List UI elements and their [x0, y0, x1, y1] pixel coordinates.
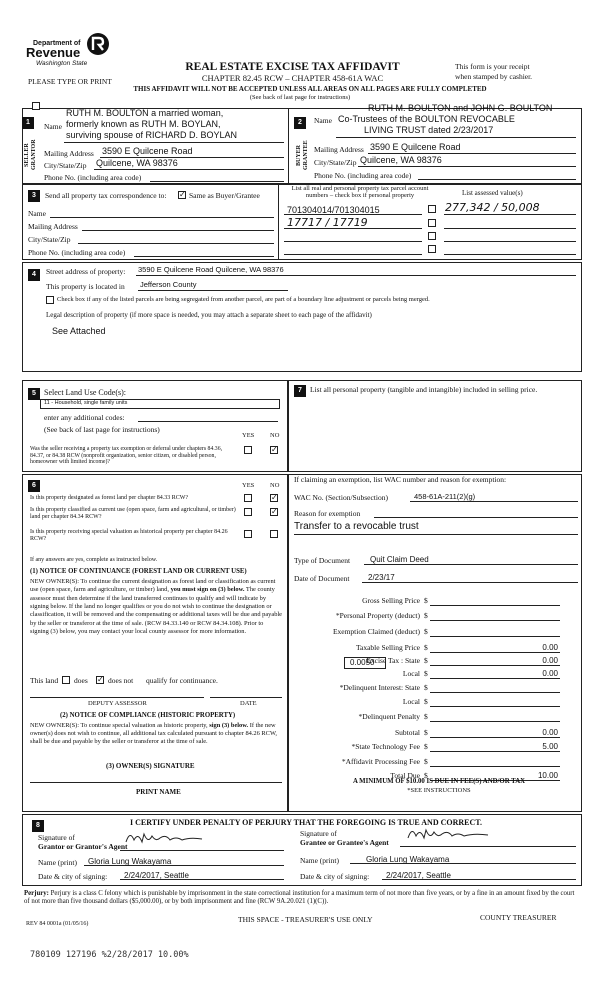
doc-type-value: Quit Claim Deed: [370, 555, 429, 564]
fee-label: Exemption Claimed (deduct): [332, 627, 420, 636]
form-chapter: CHAPTER 82.45 RCW – CHAPTER 458-61A WAC: [201, 73, 384, 83]
land-does-checkbox[interactable]: [62, 676, 70, 684]
county-treasurer: COUNTY TREASURER: [480, 913, 557, 922]
fee-value: 0.00: [542, 669, 558, 678]
grantor-sig-label-1: Signature of: [38, 833, 75, 842]
parcel-2-personal-checkbox[interactable]: [428, 219, 436, 227]
buyer-mailing: 3590 E Quilcene Road: [370, 142, 461, 152]
s6-question-1: Is this property designated as forest land per chapter 84.33 RCW?: [30, 495, 189, 501]
notice-2-text-a: NEW OWNER(S): To continue special valuation as historic property,: [30, 722, 208, 729]
buyer-city-label: City/State/Zip: [314, 158, 357, 167]
section-3-number: 3: [28, 190, 40, 202]
see-instructions-note: *SEE INSTRUCTIONS: [407, 787, 471, 794]
parcel-1-personal-checkbox[interactable]: [428, 205, 436, 213]
grantor-date-label: Date & city of signing:: [38, 872, 108, 881]
this-land-label: This land: [30, 676, 59, 685]
s3-city-label: City/State/Zip: [28, 235, 71, 244]
fee-dollar-sign: $: [424, 683, 428, 692]
section-5-number: 5: [28, 388, 40, 400]
assessed-value-1: 277,342 / 50,008: [445, 201, 540, 214]
seller-phone-label: Phone No. (including area code): [44, 173, 142, 182]
same-as-buyer-label: Same as Buyer/Grantee: [189, 191, 260, 200]
dept-line2: Revenue: [26, 45, 81, 60]
buyer-name-line1: RUTH M. BOULTON and JOHN G. BOULTON: [368, 103, 553, 113]
street-label: Street address of property:: [46, 267, 126, 276]
fee-dollar-sign: $: [424, 656, 428, 665]
s5-yes: YES: [242, 432, 255, 439]
fee-dollar-sign: $: [424, 742, 428, 751]
s5-no: NO: [270, 432, 280, 439]
buyer-city: Quilcene, WA 98376: [360, 155, 442, 165]
seller-name-line2: formerly known as RUTH M. BOYLAN,: [66, 119, 221, 129]
land-use-value: 11 - Household, single family units: [44, 400, 128, 406]
buyer-name-line2: Co-Trustees of the BOULTON REVOCABLE: [338, 114, 515, 124]
parcel-2: 17717 / 17719: [287, 216, 368, 229]
fee-label: Local: [402, 697, 420, 706]
s6-question-2: Is this property classified as current use (open space, farm and agricultural, or timber) land per chapter 84.34 RCW?: [30, 507, 236, 520]
notice-2-bold: sign (3) below.: [209, 722, 249, 729]
fee-value: 0.00: [542, 643, 558, 652]
grantor-date: 2/24/2017, Seattle: [124, 871, 189, 880]
fee-value-line: [430, 620, 560, 621]
fee-value-line: [430, 706, 560, 707]
notice-1-text-b: The county assessor must then determine if the land transferred continues to qualify and will indicate by signing below. If the land no longer qualifies or you do not wish to continue the designation or classification, it will be removed and the compensating or additional taxes will be due and payable by the seller or transferor at the time of sale. (RCW 84.33.140 or RCW 84.34.108). Prior to signing (3) below, you may contact your local county assessor for more information.: [30, 586, 282, 635]
fee-value-line: [430, 605, 560, 606]
buyer-name-line3: LIVING TRUST dated 2/23/2017: [364, 125, 494, 135]
notice-2-body: [30, 722, 280, 746]
fee-value: 5.00: [542, 742, 558, 751]
s6-yes: YES: [242, 482, 255, 489]
fee-value-line: [430, 721, 560, 722]
parcel-1: 701304014/701304015: [287, 205, 380, 215]
s5-see-back: (See back of last page for instructions): [44, 425, 160, 434]
notice-1-title: (1) NOTICE OF CONTINUANCE (FOREST LAND OR CURRENT USE): [30, 568, 247, 575]
perjury-notice: [24, 890, 580, 907]
street-address: 3590 E Quilcene Road Quilcene, WA 98376: [138, 265, 284, 274]
s6-q3-yes[interactable]: [244, 530, 252, 538]
fee-value-line: [430, 766, 560, 767]
grantor-name-label: Name (print): [38, 858, 77, 867]
grantor-signature: [122, 828, 208, 848]
treasurer-space: THIS SPACE - TREASURER'S USE ONLY: [238, 915, 373, 924]
fee-label: *Delinquent Interest: State: [339, 683, 420, 692]
grantee-date-label: Date & city of signing:: [300, 872, 370, 881]
certify-text: I CERTIFY UNDER PENALTY OF PERJURY THAT THE FOREGOING IS TRUE AND CORRECT.: [130, 818, 483, 827]
fee-dollar-sign: $: [424, 757, 428, 766]
qualify-label: qualify for continuance.: [146, 676, 218, 685]
s3-name-label: Name: [28, 209, 46, 218]
parcel-4-personal-checkbox[interactable]: [428, 245, 436, 253]
local-rate: 0.0050: [350, 658, 375, 667]
form-title: REAL ESTATE EXCISE TAX AFFIDAVIT: [185, 61, 400, 73]
s6-question-3: Is this property receiving special valuation as historical property per chapter 84.26 RCW?: [30, 529, 228, 542]
fee-label: *Affidavit Processing Fee: [341, 757, 420, 766]
segregate-text: Check box if any of the listed parcels are being segregated from another parcel, are part of a boundary line adjustment or parcels being merged.: [57, 296, 430, 303]
reason-label: Reason for exemption: [294, 509, 361, 518]
buyer-phone-label: Phone No. (including area code): [314, 171, 412, 180]
legal-description: See Attached: [52, 326, 106, 336]
seller-mailing-label: Mailing Address: [44, 149, 94, 158]
seller-grantor-label: SELLER GRANTOR: [24, 139, 37, 171]
deputy-date-label: DATE: [240, 700, 257, 707]
county-label: This property is located in: [46, 282, 125, 291]
fee-dollar-sign: $: [424, 611, 428, 620]
legal-description-label: Legal description of property (if more space is needed, you may attach a separate sheet to each page of the affidavit): [46, 311, 372, 319]
grantor-sig-label-2: Grantor or Grantor's Agent: [38, 842, 128, 851]
parcel-header: List all real and personal property tax parcel account numbers – check box if personal property: [291, 185, 429, 200]
section-4-number: 4: [28, 269, 40, 281]
additional-codes-label: enter any additional codes:: [44, 413, 125, 422]
section-2-number: 2: [294, 117, 306, 129]
fee-value-line: [430, 692, 560, 693]
receipt-note-2: when stamped by cashier.: [455, 72, 533, 81]
grantee-sig-label-2: Grantee or Grantee's Agent: [300, 838, 389, 847]
please-type: PLEASE TYPE OR PRINT: [28, 77, 112, 86]
fee-label: *Delinquent Penalty: [358, 712, 420, 721]
notice-2-text-b: If the new owner(s) does not wish to continue, all additional tax calculated pursuant to chapter 84.26 RCW, shall be due and payable by the seller or transferor at the time of sale.: [30, 722, 277, 745]
grantee-name-label: Name (print): [300, 856, 339, 865]
s5-question-1: Was the seller receiving a property tax exemption or deferral under chapters 84.36, 84.37, or 84.38 RCW (nonprofit organization, senior citizen, or disabled person, homeowner with limited income)?: [30, 446, 223, 466]
deputy-assessor-label: DEPUTY ASSESSOR: [88, 700, 147, 707]
receipt-note-1: This form is your receipt: [455, 62, 530, 71]
grantor-name: Gloria Lung Wakayama: [88, 857, 172, 866]
s3-phone-label: Phone No. (including area code): [28, 248, 126, 257]
fee-dollar-sign: $: [424, 728, 428, 737]
buyer-name-label: Name: [314, 116, 332, 125]
s6-q1-yes[interactable]: [244, 494, 252, 502]
section-7-number: 7: [294, 385, 306, 397]
fee-value-line: [430, 636, 560, 637]
doc-type-label: Type of Document: [294, 556, 351, 565]
doc-date-value: 2/23/17: [368, 573, 395, 582]
fee-dollar-sign: $: [424, 669, 428, 678]
s6-q1-no[interactable]: ✓: [271, 493, 278, 502]
section-1-number: 1: [22, 117, 34, 129]
fee-label: Total Due: [390, 771, 420, 780]
grantee-sig-label-1: Signature of: [300, 829, 337, 838]
section-6-number: 6: [28, 480, 40, 492]
reason-value: Transfer to a revocable trust: [294, 521, 419, 532]
grantee-date: 2/24/2017, Seattle: [386, 871, 451, 880]
seller-city-label: City/State/Zip: [44, 161, 87, 170]
perjury-text: Perjury is a class C felony which is punishable by imprisonment in the state correctional institution for a maximum term of not more than five years, or by a fine in an amount fixed by the court of not more than five thousand dollars ($5,000.00), or by both imprisonment and fine (RCW 9A.20.021 (1)(C)).: [24, 890, 575, 906]
fee-value: 0.00: [542, 656, 558, 665]
see-back-instructions: (See back of last page for instructions): [249, 94, 351, 101]
same-as-buyer-checkbox[interactable]: ✓: [179, 190, 186, 199]
fee-label: Local: [402, 669, 420, 678]
notice-1-text-a: NEW OWNER(S): To continue the current designation as forest land or classification as current use (open space, farm and agriculture, or timber) land,: [30, 578, 276, 594]
notice-1-bold: you must sign on (3) below.: [170, 586, 245, 594]
buyer-mailing-label: Mailing Address: [314, 145, 364, 154]
print-name-label: PRINT NAME: [136, 788, 181, 796]
land-does-label: does: [74, 676, 88, 685]
county-value: Jefferson County: [140, 280, 197, 289]
segregate-checkbox[interactable]: [46, 296, 54, 304]
cashier-stamp: 780109 127196 %2/28/2017 10.00%: [30, 950, 189, 960]
seller-name-checkbox[interactable]: [32, 102, 40, 110]
parcel-3-personal-checkbox[interactable]: [428, 232, 436, 240]
doc-date-label: Date of Document: [294, 574, 350, 583]
fee-dollar-sign: $: [424, 627, 428, 636]
seller-name-line3: surviving spouse of RICHARD D. BOYLAN: [66, 130, 238, 140]
fee-value: 0.00: [542, 728, 558, 737]
form-revision: REV 84 0001a (01/05/16): [26, 921, 89, 927]
grantee-name: Gloria Lung Wakayama: [366, 855, 450, 864]
perjury-label: Perjury:: [24, 890, 49, 897]
seller-name-label: Name: [44, 122, 62, 131]
land-does-not-checkbox[interactable]: ✓: [97, 675, 104, 684]
party-divider: [288, 108, 289, 184]
dept-line1: Department of: [33, 40, 81, 47]
seller-city: Quilcene, WA 98376: [96, 158, 178, 168]
seller-mailing: 3590 E Quilcene Road: [102, 146, 193, 156]
s6-q2-no[interactable]: ✓: [271, 507, 278, 516]
fee-label: Gross Selling Price: [362, 596, 420, 605]
s6-no: NO: [270, 482, 280, 489]
owner-signature-label: (3) OWNER(S) SIGNATURE: [106, 762, 195, 770]
form-warning: THIS AFFIDAVIT WILL NOT BE ACCEPTED UNLESS ALL AREAS ON ALL PAGES ARE FULLY COMPLETED: [133, 85, 487, 93]
notice-2-title: (2) NOTICE OF COMPLIANCE (HISTORIC PROPERTY): [60, 712, 236, 719]
fee-dollar-sign: $: [424, 596, 428, 605]
land-does-not-label: does not: [108, 676, 134, 685]
fee-dollar-sign: $: [424, 712, 428, 721]
if-yes-text: If any answers are yes, complete as instructed below.: [30, 557, 158, 563]
grantee-signature: [404, 824, 494, 844]
fee-dollar-sign: $: [424, 697, 428, 706]
section-8-number: 8: [32, 820, 44, 832]
fee-label: Taxable Selling Price: [355, 643, 420, 652]
s3-mailing-label: Mailing Address: [28, 222, 78, 231]
personal-property-label: List all personal property (tangible and intangible) included in selling price.: [310, 385, 538, 394]
land-use-label: Select Land Use Code(s):: [44, 388, 126, 397]
wac-value: 458-61A-211(2)(g): [414, 492, 476, 501]
wac-label: WAC No. (Section/Subsection): [294, 493, 388, 502]
exemption-label: If claiming an exemption, list WAC number and reason for exemption:: [294, 475, 507, 484]
fee-dollar-sign: $: [424, 643, 428, 652]
fee-label: *Personal Property (deduct): [335, 611, 420, 620]
assessed-header: List assessed value(s): [462, 189, 523, 197]
s6-q2-yes[interactable]: [244, 508, 252, 516]
fee-label: Subtotal: [394, 728, 420, 737]
s5-q1-no[interactable]: ✓: [271, 445, 278, 454]
fee-label: *State Technology Fee: [351, 742, 420, 751]
s5-q1-yes[interactable]: [244, 446, 252, 454]
send-correspondence-label: Send all property tax correspondence to:: [45, 191, 167, 200]
fee-value: 10.00: [537, 771, 558, 780]
seller-name-line1: RUTH M. BOULTON a married woman,: [66, 108, 224, 118]
s6-q3-no[interactable]: [270, 530, 278, 538]
fee-dollar-sign: $: [424, 771, 428, 780]
minimum-fee-note: A MINIMUM OF $10.00 IS DUE IN FEE(S) AND/OR TAX: [352, 778, 526, 785]
notice-1-body: [30, 578, 282, 636]
dept-line3: Washington State: [36, 60, 88, 67]
fee-label: Excise Tax : State: [366, 656, 420, 665]
buyer-grantee-label: BUYER GRANTEE: [296, 140, 309, 170]
revenue-logo-icon: [86, 32, 110, 56]
